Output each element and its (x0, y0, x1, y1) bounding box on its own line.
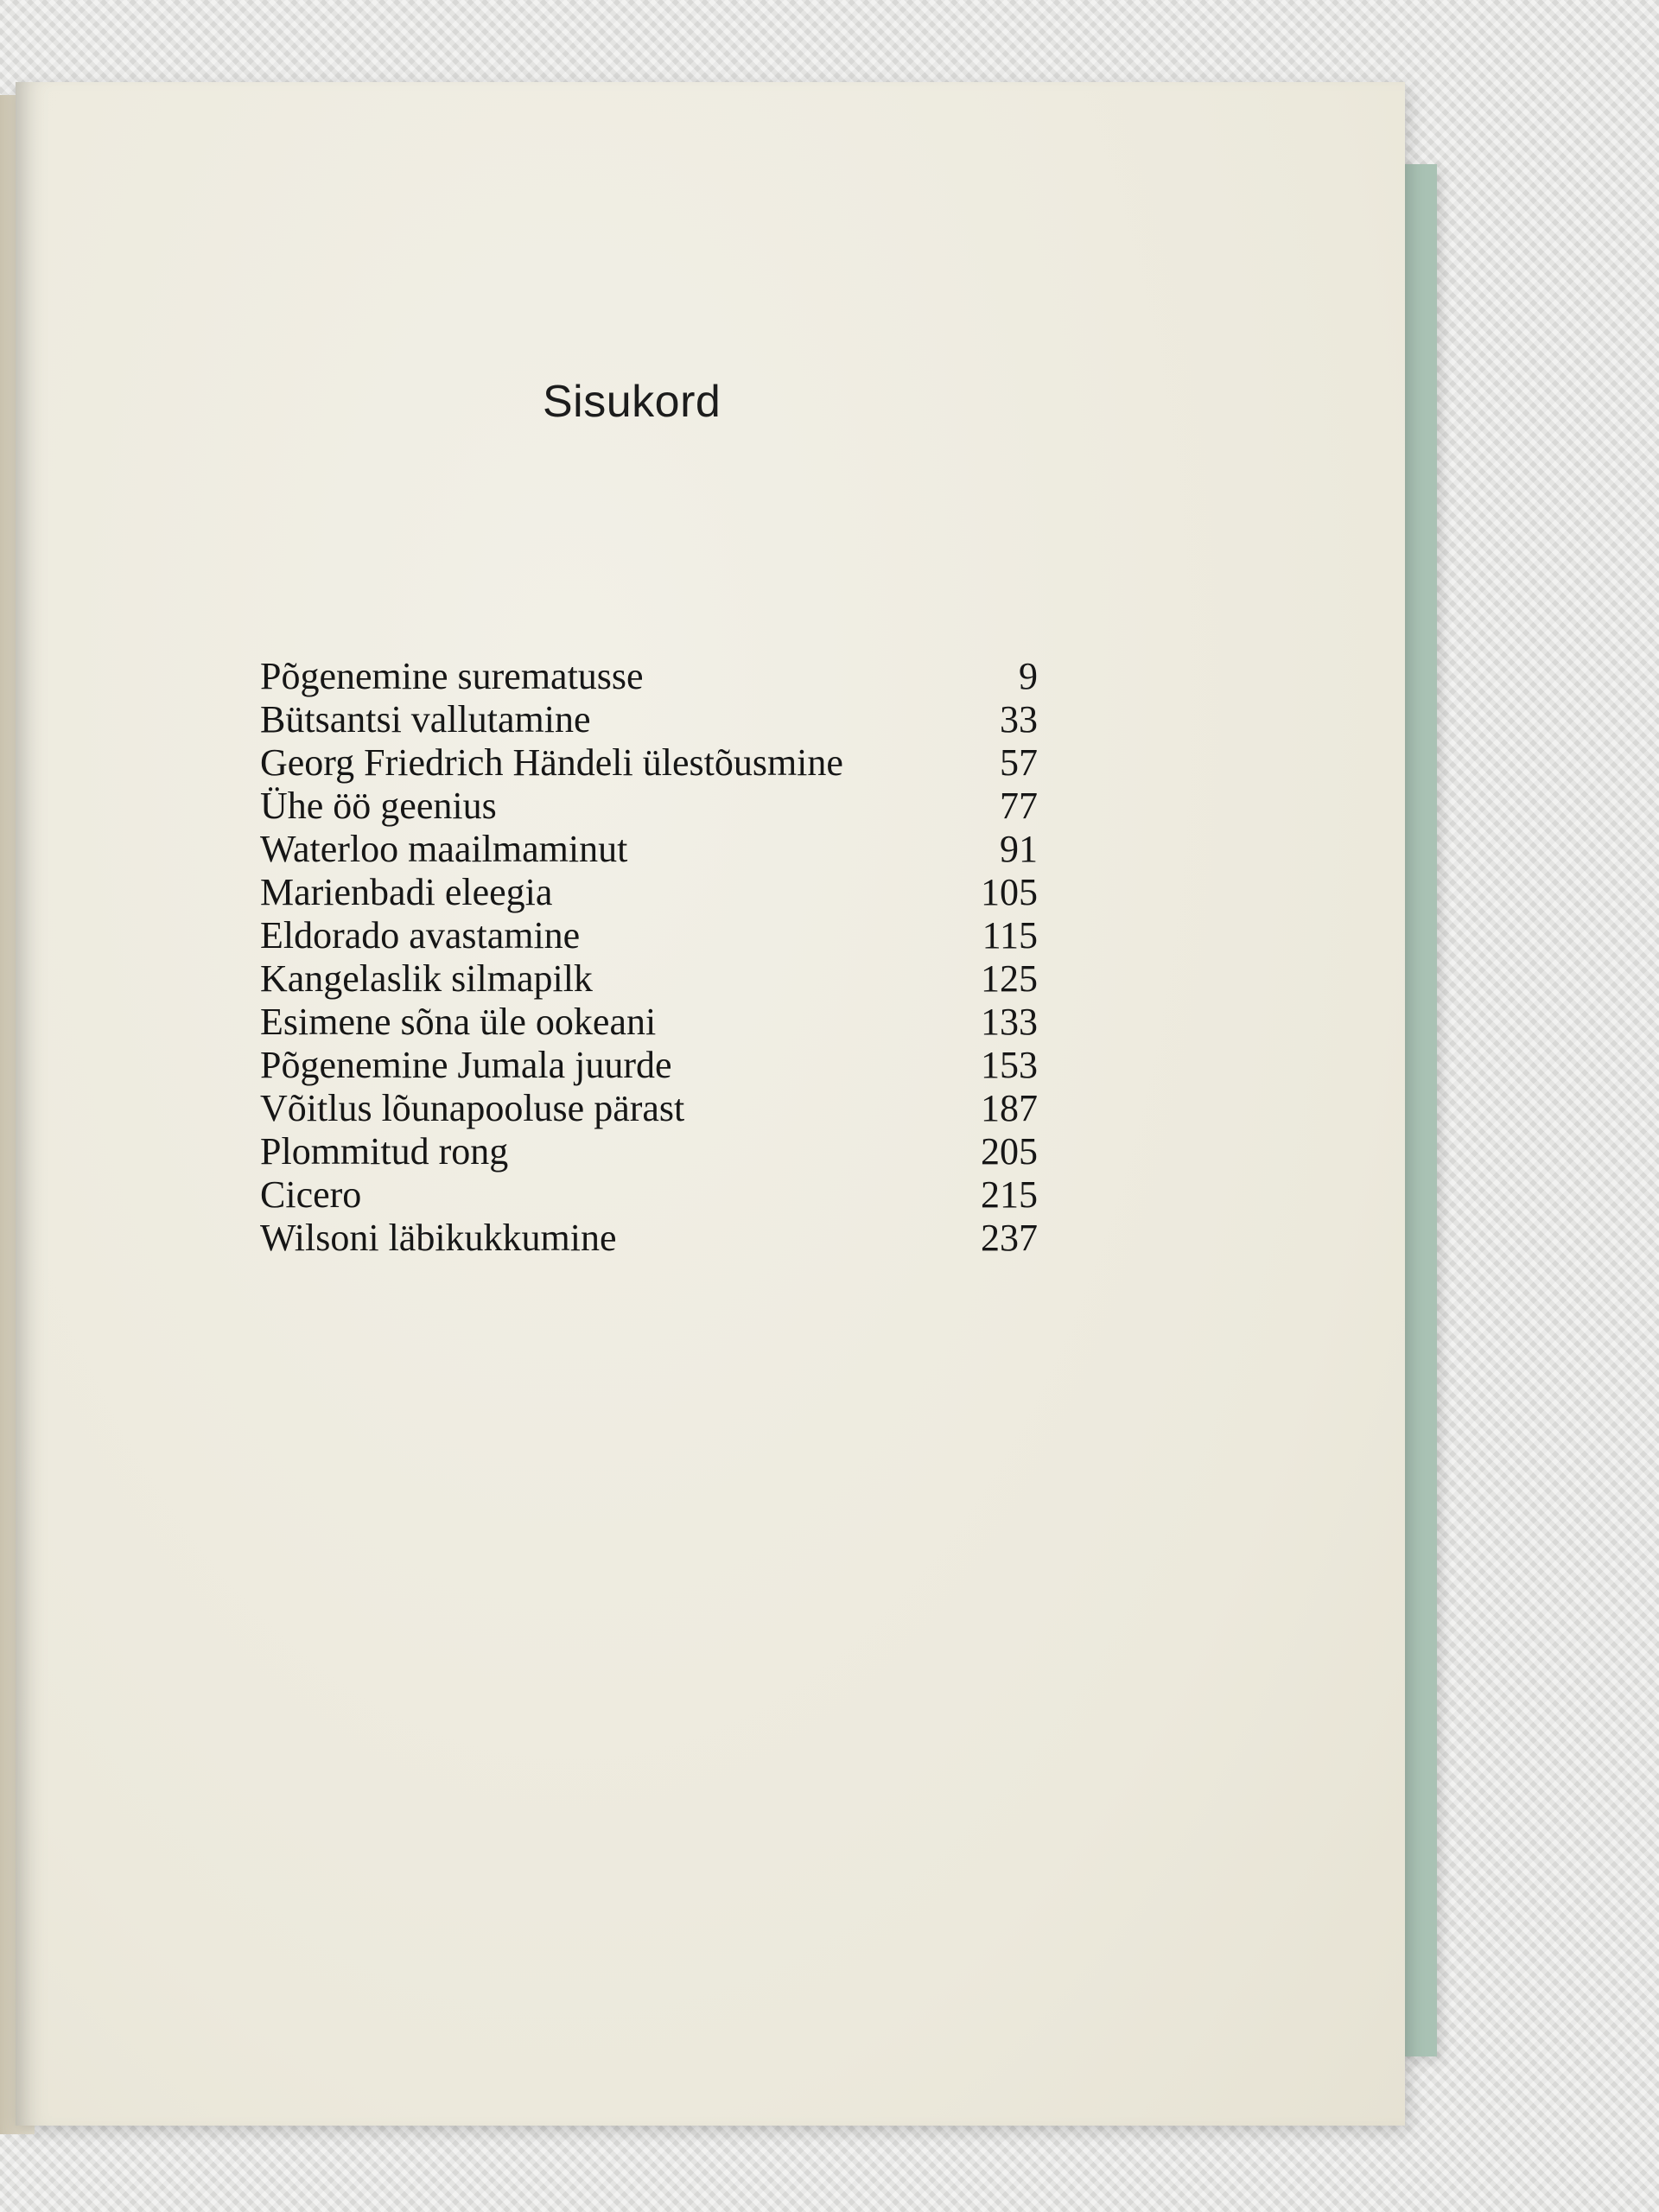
toc-row (260, 655, 1038, 698)
toc-title: Bütsantsi vallutamine (260, 698, 591, 741)
toc-page-number: 115 (982, 914, 1038, 957)
page-title: Sisukord (543, 377, 721, 427)
toc-row (260, 1173, 1038, 1217)
toc-title: Kangelaslik silmapilk (260, 957, 593, 1000)
toc-page-number: 237 (981, 1217, 1038, 1259)
toc-row (260, 1130, 1038, 1173)
toc-page-number: 91 (1000, 828, 1038, 870)
toc-title: Põgenemine Jumala juurde (260, 1044, 672, 1086)
toc-page-number: 57 (1000, 741, 1038, 784)
toc-page-number: 205 (981, 1130, 1038, 1173)
toc-title: Marienbadi eleegia (260, 871, 553, 913)
book-page (16, 82, 1405, 2126)
toc-page-number: 77 (1000, 785, 1038, 827)
toc-row (260, 957, 1038, 1001)
toc-page-number: 133 (981, 1001, 1038, 1043)
toc-title: Esimene sõna üle ookeani (260, 1001, 657, 1043)
toc-page-number: 105 (981, 871, 1038, 913)
toc-title: Cicero (260, 1173, 362, 1216)
toc-row (260, 828, 1038, 871)
table-of-contents (260, 655, 1038, 1260)
toc-title: Waterloo maailmaminut (260, 828, 628, 870)
toc-row (260, 1044, 1038, 1087)
toc-page-number: 187 (981, 1087, 1038, 1129)
toc-page-number: 215 (981, 1173, 1038, 1216)
toc-row (260, 785, 1038, 828)
toc-page-number: 153 (981, 1044, 1038, 1086)
toc-page-number: 33 (1000, 698, 1038, 741)
toc-row (260, 1001, 1038, 1044)
toc-page-number: 125 (981, 957, 1038, 1000)
toc-title: Georg Friedrich Händeli ülestõusmine (260, 741, 843, 784)
toc-row (260, 914, 1038, 957)
toc-page-number: 9 (1019, 655, 1038, 697)
toc-row (260, 1217, 1038, 1260)
toc-title: Võitlus lõunapooluse pärast (260, 1087, 685, 1129)
toc-row (260, 1087, 1038, 1130)
toc-title: Eldorado avastamine (260, 914, 581, 957)
toc-title: Põgenemine surematusse (260, 655, 644, 697)
toc-title: Plommitud rong (260, 1130, 509, 1173)
toc-row (260, 698, 1038, 741)
toc-title: Ühe öö geenius (260, 785, 497, 827)
toc-title: Wilsoni läbikukkumine (260, 1217, 617, 1259)
toc-row (260, 741, 1038, 785)
toc-row (260, 871, 1038, 914)
